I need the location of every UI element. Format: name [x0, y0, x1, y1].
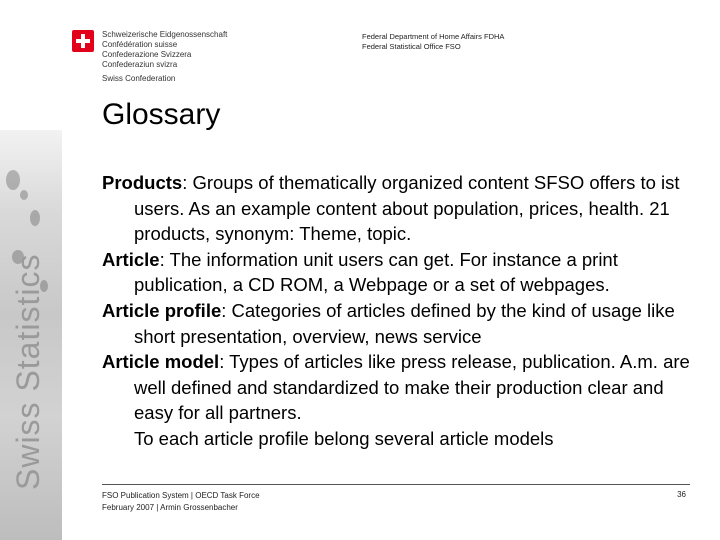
glossary-definition: : The information unit users can get. For instance a print publication, a CD ROM, a Webpage or a set of webpages.: [134, 248, 618, 296]
glossary-entry: [102, 247, 702, 298]
confed-line: Confederaziun svizra: [102, 60, 178, 69]
footer-line-1: FSO Publication System | OECD Task Force: [102, 491, 260, 500]
footer-divider: [102, 484, 690, 485]
glossary-term: Article model: [102, 351, 220, 373]
glossary-entry: [102, 170, 702, 247]
confed-line: Confédération suisse: [102, 40, 178, 49]
department-line: Federal Department of Home Affairs FDHA: [362, 32, 505, 41]
glossary-term: Article: [102, 248, 160, 270]
swiss-statistics-vertical-label: Swiss Statistics: [10, 253, 46, 490]
confed-line: Confederazione Svizzera: [102, 50, 192, 59]
confed-line: Schweizerische Eidgenossenschaft: [102, 30, 228, 39]
office-line: Federal Statistical Office FSO: [362, 42, 461, 51]
glossary-term: Article profile: [102, 299, 222, 321]
footer-info: [102, 490, 260, 514]
glossary-term: Products: [102, 172, 183, 193]
glossary-body: [102, 170, 702, 452]
swiss-cross-icon: [72, 30, 94, 52]
page-number: 36: [677, 490, 686, 499]
department-header: [362, 32, 504, 52]
glossary-definition: : Categories of articles defined by the kind of usage like short presentation, overview, news service: [134, 299, 675, 347]
confed-english: Swiss Confederation: [102, 74, 176, 83]
glossary-entry: [102, 298, 702, 349]
glossary-note: To each article profile belong several article models: [134, 427, 554, 449]
glossary-definition: : Groups of thematically organized content SFSO offers to ist users. As an example content about population, prices, health. 21 products, synonym: Theme, topic.: [134, 172, 680, 245]
confederation-wordmark: [102, 30, 227, 84]
glossary-definition: : Types of articles like press release, publication. A.m. are well defined and standardized to make their production clear and easy for all partners.: [134, 351, 690, 424]
glossary-entry: [102, 349, 702, 426]
footer-line-2: February 2007 | Armin Grossenbacher: [102, 503, 238, 512]
page-title: Glossary: [102, 98, 221, 131]
